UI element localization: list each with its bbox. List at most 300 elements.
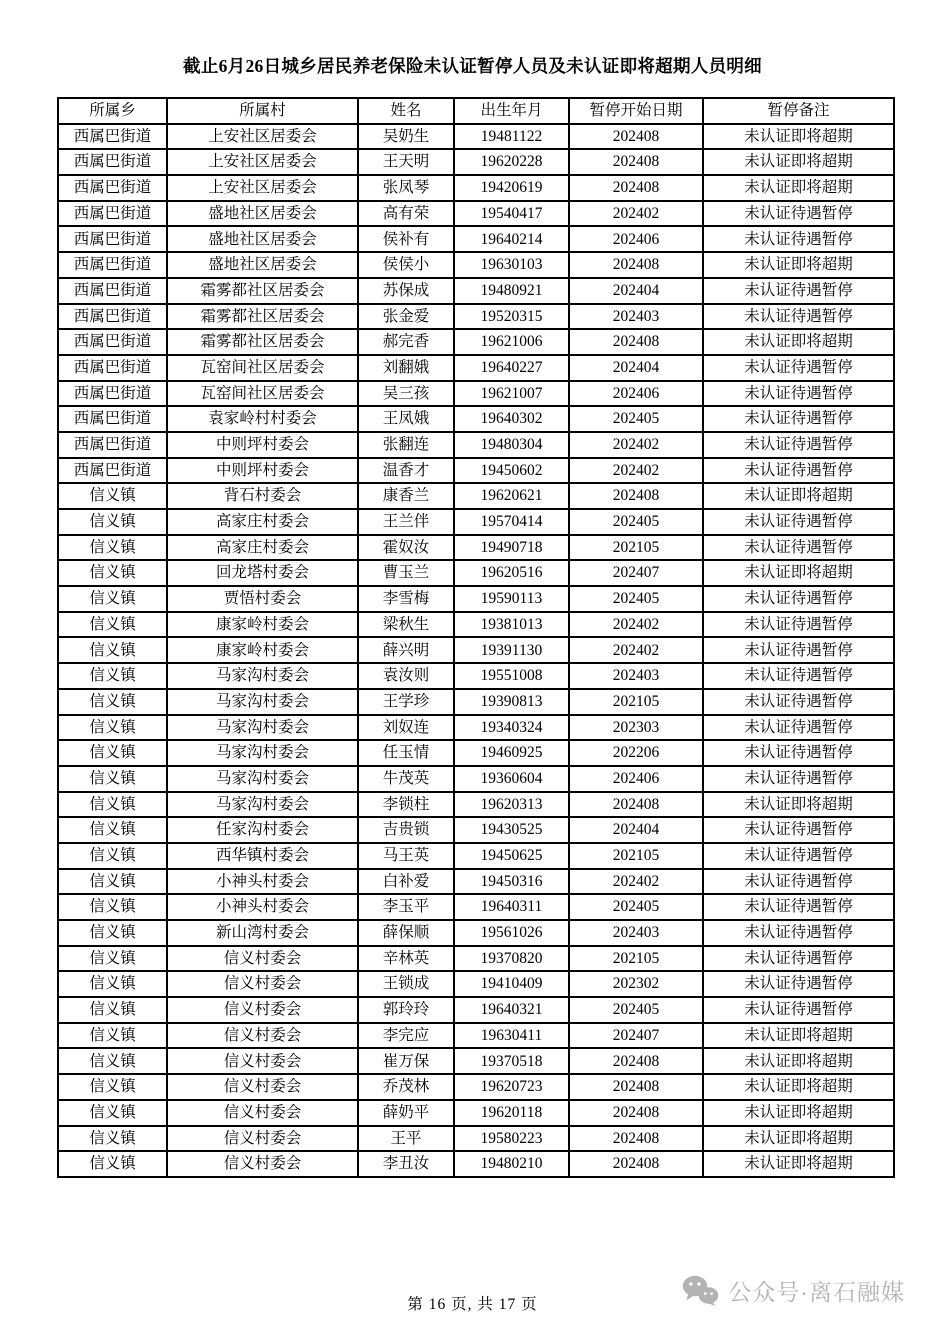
cell-township: 西属巴街道 [58, 201, 167, 227]
cell-name: 梁秋生 [358, 612, 454, 638]
cell-township: 信义镇 [58, 971, 167, 997]
cell-birth_date: 19621006 [454, 329, 569, 355]
cell-suspend_start: 202407 [569, 1023, 703, 1049]
cell-suspend_start: 202408 [569, 149, 703, 175]
cell-birth_date: 19480210 [454, 1151, 569, 1177]
cell-township: 信义镇 [58, 792, 167, 818]
cell-name: 崔万保 [358, 1048, 454, 1074]
cell-name: 侯补有 [358, 226, 454, 252]
cell-remark: 未认证即将超期 [703, 1074, 894, 1100]
cell-remark: 未认证即将超期 [703, 124, 894, 150]
table-row [58, 663, 894, 689]
cell-name: 郝完香 [358, 329, 454, 355]
table-row [58, 483, 894, 509]
table-row [58, 715, 894, 741]
cell-village: 小神头村委会 [167, 894, 358, 920]
table-row [58, 1023, 894, 1049]
page-title: 截止6月26日城乡居民养老保险未认证暂停人员及未认证即将超期人员明细 [183, 56, 762, 76]
cell-township: 西属巴街道 [58, 149, 167, 175]
cell-village: 盛地社区居委会 [167, 252, 358, 278]
table-row [58, 278, 894, 304]
table-row [58, 869, 894, 895]
cell-village: 马家沟村委会 [167, 663, 358, 689]
cell-village: 信义村委会 [167, 1048, 358, 1074]
cell-birth_date: 19640321 [454, 997, 569, 1023]
cell-name: 薛保顺 [358, 920, 454, 946]
cell-township: 西属巴街道 [58, 381, 167, 407]
column-header-birth_date: 出生年月 [454, 98, 569, 124]
cell-remark: 未认证即将超期 [703, 792, 894, 818]
cell-suspend_start: 202403 [569, 920, 703, 946]
watermark [682, 1274, 905, 1307]
cell-remark: 未认证待遇暂停 [703, 458, 894, 484]
cell-suspend_start: 202402 [569, 432, 703, 458]
watermark-text: 公众号·离石融媒 [728, 1279, 905, 1305]
cell-name: 薛兴明 [358, 637, 454, 663]
cell-remark: 未认证待遇暂停 [703, 971, 894, 997]
table-row [58, 689, 894, 715]
cell-birth_date: 19561026 [454, 920, 569, 946]
cell-birth_date: 19620313 [454, 792, 569, 818]
table-row [58, 509, 894, 535]
table-row [58, 766, 894, 792]
cell-village: 康家岭村委会 [167, 612, 358, 638]
table-row [58, 124, 894, 150]
cell-name: 乔茂林 [358, 1074, 454, 1100]
table-row [58, 740, 894, 766]
cell-remark: 未认证待遇暂停 [703, 869, 894, 895]
cell-name: 苏保成 [358, 278, 454, 304]
cell-village: 马家沟村委会 [167, 740, 358, 766]
cell-name: 李丑汝 [358, 1151, 454, 1177]
cell-township: 西属巴街道 [58, 124, 167, 150]
cell-remark: 未认证即将超期 [703, 329, 894, 355]
cell-name: 王凤娥 [358, 406, 454, 432]
cell-township: 西属巴街道 [58, 175, 167, 201]
cell-remark: 未认证即将超期 [703, 1023, 894, 1049]
cell-suspend_start: 202408 [569, 1074, 703, 1100]
cell-village: 袁家岭村村委会 [167, 406, 358, 432]
cell-name: 郭玲玲 [358, 997, 454, 1023]
cell-village: 高家庄村委会 [167, 535, 358, 561]
cell-birth_date: 19450625 [454, 843, 569, 869]
cell-remark: 未认证待遇暂停 [703, 997, 894, 1023]
cell-birth_date: 19460925 [454, 740, 569, 766]
table-row [58, 201, 894, 227]
cell-remark: 未认证待遇暂停 [703, 432, 894, 458]
cell-birth_date: 19490718 [454, 535, 569, 561]
cell-birth_date: 19481122 [454, 124, 569, 150]
table-row [58, 149, 894, 175]
cell-village: 盛地社区居委会 [167, 201, 358, 227]
column-header-name: 姓名 [358, 98, 454, 124]
cell-remark: 未认证待遇暂停 [703, 766, 894, 792]
cell-township: 信义镇 [58, 1023, 167, 1049]
column-header-suspend_start: 暂停开始日期 [569, 98, 703, 124]
cell-birth_date: 19381013 [454, 612, 569, 638]
cell-township: 信义镇 [58, 817, 167, 843]
cell-name: 任玉情 [358, 740, 454, 766]
cell-township: 西属巴街道 [58, 304, 167, 330]
cell-township: 西属巴街道 [58, 329, 167, 355]
cell-suspend_start: 202402 [569, 612, 703, 638]
table-row [58, 1151, 894, 1177]
cell-birth_date: 19620228 [454, 149, 569, 175]
cell-village: 马家沟村委会 [167, 792, 358, 818]
cell-birth_date: 19630103 [454, 252, 569, 278]
cell-village: 瓦窑间社区居委会 [167, 355, 358, 381]
cell-suspend_start: 202405 [569, 586, 703, 612]
cell-village: 信义村委会 [167, 1074, 358, 1100]
cell-birth_date: 19450602 [454, 458, 569, 484]
cell-suspend_start: 202404 [569, 817, 703, 843]
cell-village: 上安社区居委会 [167, 175, 358, 201]
cell-suspend_start: 202405 [569, 406, 703, 432]
cell-suspend_start: 202402 [569, 201, 703, 227]
cell-remark: 未认证即将超期 [703, 483, 894, 509]
cell-remark: 未认证待遇暂停 [703, 355, 894, 381]
cell-birth_date: 19340324 [454, 715, 569, 741]
cell-township: 信义镇 [58, 920, 167, 946]
cell-village: 信义村委会 [167, 1100, 358, 1126]
cell-name: 白补爱 [358, 869, 454, 895]
cell-township: 信义镇 [58, 663, 167, 689]
cell-remark: 未认证待遇暂停 [703, 689, 894, 715]
cell-village: 马家沟村委会 [167, 689, 358, 715]
cell-suspend_start: 202105 [569, 946, 703, 972]
cell-township: 信义镇 [58, 1151, 167, 1177]
cell-birth_date: 19390813 [454, 689, 569, 715]
table-row [58, 252, 894, 278]
table-row [58, 1048, 894, 1074]
cell-township: 西属巴街道 [58, 278, 167, 304]
cell-suspend_start: 202402 [569, 458, 703, 484]
column-header-township: 所属乡 [58, 98, 167, 124]
cell-suspend_start: 202406 [569, 226, 703, 252]
table-row [58, 894, 894, 920]
cell-township: 信义镇 [58, 997, 167, 1023]
cell-name: 张凤琴 [358, 175, 454, 201]
cell-township: 信义镇 [58, 715, 167, 741]
cell-township: 西属巴街道 [58, 406, 167, 432]
cell-village: 信义村委会 [167, 1023, 358, 1049]
cell-township: 信义镇 [58, 894, 167, 920]
table-row [58, 612, 894, 638]
cell-village: 中则坪村委会 [167, 458, 358, 484]
cell-village: 信义村委会 [167, 971, 358, 997]
cell-name: 辛林英 [358, 946, 454, 972]
cell-birth_date: 19620516 [454, 560, 569, 586]
table-row [58, 458, 894, 484]
cell-name: 霍奴汝 [358, 535, 454, 561]
table-row [58, 381, 894, 407]
cell-name: 高有荣 [358, 201, 454, 227]
table-row [58, 329, 894, 355]
cell-township: 信义镇 [58, 560, 167, 586]
table-row [58, 535, 894, 561]
cell-remark: 未认证待遇暂停 [703, 535, 894, 561]
cell-birth_date: 19370518 [454, 1048, 569, 1074]
cell-remark: 未认证即将超期 [703, 560, 894, 586]
cell-village: 背石村委会 [167, 483, 358, 509]
cell-suspend_start: 202105 [569, 535, 703, 561]
cell-village: 盛地社区居委会 [167, 226, 358, 252]
cell-township: 信义镇 [58, 946, 167, 972]
cell-name: 王天明 [358, 149, 454, 175]
cell-name: 吴奶生 [358, 124, 454, 150]
cell-name: 李锁柱 [358, 792, 454, 818]
cell-remark: 未认证待遇暂停 [703, 304, 894, 330]
cell-name: 王锁成 [358, 971, 454, 997]
cell-township: 西属巴街道 [58, 252, 167, 278]
table-row [58, 792, 894, 818]
cell-remark: 未认证待遇暂停 [703, 946, 894, 972]
cell-suspend_start: 202408 [569, 175, 703, 201]
cell-remark: 未认证待遇暂停 [703, 817, 894, 843]
cell-name: 张金爱 [358, 304, 454, 330]
cell-suspend_start: 202407 [569, 560, 703, 586]
cell-remark: 未认证待遇暂停 [703, 637, 894, 663]
cell-birth_date: 19590113 [454, 586, 569, 612]
table-row [58, 586, 894, 612]
table-row [58, 406, 894, 432]
cell-birth_date: 19620723 [454, 1074, 569, 1100]
table-row [58, 304, 894, 330]
cell-suspend_start: 202408 [569, 252, 703, 278]
cell-township: 信义镇 [58, 843, 167, 869]
cell-suspend_start: 202403 [569, 304, 703, 330]
cell-village: 新山湾村委会 [167, 920, 358, 946]
cell-name: 吉贵锁 [358, 817, 454, 843]
table-body [58, 124, 894, 1177]
cell-village: 康家岭村委会 [167, 637, 358, 663]
cell-suspend_start: 202408 [569, 1100, 703, 1126]
column-header-village: 所属村 [167, 98, 358, 124]
cell-remark: 未认证待遇暂停 [703, 509, 894, 535]
cell-name: 牛茂英 [358, 766, 454, 792]
cell-village: 霜雾都社区居委会 [167, 304, 358, 330]
cell-village: 信义村委会 [167, 946, 358, 972]
cell-village: 信义村委会 [167, 1151, 358, 1177]
cell-suspend_start: 202105 [569, 689, 703, 715]
table-row [58, 175, 894, 201]
cell-suspend_start: 202405 [569, 894, 703, 920]
cell-name: 侯侯小 [358, 252, 454, 278]
cell-suspend_start: 202402 [569, 637, 703, 663]
cell-remark: 未认证待遇暂停 [703, 278, 894, 304]
cell-birth_date: 19430525 [454, 817, 569, 843]
cell-birth_date: 19360604 [454, 766, 569, 792]
table-row [58, 920, 894, 946]
cell-suspend_start: 202406 [569, 766, 703, 792]
table-row [58, 432, 894, 458]
cell-birth_date: 19370820 [454, 946, 569, 972]
cell-birth_date: 19480921 [454, 278, 569, 304]
cell-remark: 未认证待遇暂停 [703, 663, 894, 689]
cell-suspend_start: 202408 [569, 483, 703, 509]
table-row [58, 226, 894, 252]
cell-village: 信义村委会 [167, 1126, 358, 1152]
cell-name: 康香兰 [358, 483, 454, 509]
cell-suspend_start: 202408 [569, 1151, 703, 1177]
cell-name: 曹玉兰 [358, 560, 454, 586]
cell-remark: 未认证待遇暂停 [703, 381, 894, 407]
cell-name: 袁汝则 [358, 663, 454, 689]
table-row [58, 817, 894, 843]
cell-name: 吴三孩 [358, 381, 454, 407]
cell-remark: 未认证待遇暂停 [703, 740, 894, 766]
cell-township: 西属巴街道 [58, 226, 167, 252]
cell-suspend_start: 202405 [569, 509, 703, 535]
cell-birth_date: 19640302 [454, 406, 569, 432]
table-row [58, 560, 894, 586]
cell-birth_date: 19540417 [454, 201, 569, 227]
table-row [58, 997, 894, 1023]
cell-remark: 未认证待遇暂停 [703, 226, 894, 252]
cell-remark: 未认证即将超期 [703, 1126, 894, 1152]
cell-suspend_start: 202404 [569, 355, 703, 381]
cell-name: 李雪梅 [358, 586, 454, 612]
cell-birth_date: 19640227 [454, 355, 569, 381]
cell-township: 信义镇 [58, 586, 167, 612]
cell-remark: 未认证待遇暂停 [703, 406, 894, 432]
cell-township: 信义镇 [58, 1048, 167, 1074]
cell-birth_date: 19620118 [454, 1100, 569, 1126]
cell-village: 高家庄村委会 [167, 509, 358, 535]
cell-name: 李玉平 [358, 894, 454, 920]
cell-remark: 未认证即将超期 [703, 1048, 894, 1074]
cell-village: 回龙塔村委会 [167, 560, 358, 586]
cell-township: 西属巴街道 [58, 458, 167, 484]
cell-township: 信义镇 [58, 689, 167, 715]
cell-township: 信义镇 [58, 869, 167, 895]
cell-village: 上安社区居委会 [167, 124, 358, 150]
wechat-icon [682, 1275, 719, 1306]
cell-name: 薛奶平 [358, 1100, 454, 1126]
cell-township: 信义镇 [58, 637, 167, 663]
table-row [58, 1126, 894, 1152]
cell-suspend_start: 202408 [569, 124, 703, 150]
cell-birth_date: 19551008 [454, 663, 569, 689]
cell-township: 信义镇 [58, 766, 167, 792]
cell-name: 王平 [358, 1126, 454, 1152]
table-row [58, 1100, 894, 1126]
cell-township: 信义镇 [58, 535, 167, 561]
cell-name: 马王英 [358, 843, 454, 869]
cell-village: 霜雾都社区居委会 [167, 278, 358, 304]
cell-birth_date: 19420619 [454, 175, 569, 201]
cell-village: 霜雾都社区居委会 [167, 329, 358, 355]
cell-suspend_start: 202408 [569, 1048, 703, 1074]
cell-suspend_start: 202303 [569, 715, 703, 741]
table-row [58, 946, 894, 972]
cell-suspend_start: 202206 [569, 740, 703, 766]
cell-birth_date: 19640311 [454, 894, 569, 920]
cell-village: 马家沟村委会 [167, 715, 358, 741]
cell-birth_date: 19410409 [454, 971, 569, 997]
cell-remark: 未认证即将超期 [703, 1100, 894, 1126]
cell-suspend_start: 202405 [569, 997, 703, 1023]
cell-suspend_start: 202403 [569, 663, 703, 689]
cell-name: 刘翻娥 [358, 355, 454, 381]
column-header-remark: 暂停备注 [703, 98, 894, 124]
cell-village: 贾悟村委会 [167, 586, 358, 612]
cell-remark: 未认证即将超期 [703, 1151, 894, 1177]
cell-remark: 未认证待遇暂停 [703, 201, 894, 227]
cell-suspend_start: 202402 [569, 869, 703, 895]
cell-suspend_start: 202404 [569, 278, 703, 304]
cell-birth_date: 19520315 [454, 304, 569, 330]
cell-township: 信义镇 [58, 1126, 167, 1152]
cell-township: 西属巴街道 [58, 432, 167, 458]
cell-village: 信义村委会 [167, 997, 358, 1023]
cell-birth_date: 19580223 [454, 1126, 569, 1152]
cell-village: 小神头村委会 [167, 869, 358, 895]
cell-village: 中则坪村委会 [167, 432, 358, 458]
cell-name: 张翻连 [358, 432, 454, 458]
cell-suspend_start: 202406 [569, 381, 703, 407]
cell-village: 瓦窑间社区居委会 [167, 381, 358, 407]
table-row [58, 355, 894, 381]
cell-remark: 未认证即将超期 [703, 252, 894, 278]
table-row [58, 637, 894, 663]
cell-township: 信义镇 [58, 1100, 167, 1126]
pension-suspension-table [57, 97, 895, 1178]
table-row [58, 1074, 894, 1100]
cell-birth_date: 19621007 [454, 381, 569, 407]
cell-birth_date: 19480304 [454, 432, 569, 458]
cell-remark: 未认证待遇暂停 [703, 715, 894, 741]
cell-remark: 未认证即将超期 [703, 175, 894, 201]
cell-suspend_start: 202408 [569, 792, 703, 818]
cell-village: 马家沟村委会 [167, 766, 358, 792]
cell-township: 信义镇 [58, 740, 167, 766]
cell-township: 信义镇 [58, 1074, 167, 1100]
cell-village: 西华镇村委会 [167, 843, 358, 869]
cell-village: 任家沟村委会 [167, 817, 358, 843]
table-row [58, 843, 894, 869]
cell-remark: 未认证待遇暂停 [703, 586, 894, 612]
cell-birth_date: 19450316 [454, 869, 569, 895]
cell-remark: 未认证待遇暂停 [703, 894, 894, 920]
cell-name: 李完应 [358, 1023, 454, 1049]
cell-township: 西属巴街道 [58, 355, 167, 381]
cell-birth_date: 19630411 [454, 1023, 569, 1049]
cell-suspend_start: 202105 [569, 843, 703, 869]
cell-name: 王兰伴 [358, 509, 454, 535]
table-row [58, 971, 894, 997]
cell-remark: 未认证即将超期 [703, 149, 894, 175]
cell-name: 王学珍 [358, 689, 454, 715]
cell-remark: 未认证待遇暂停 [703, 843, 894, 869]
cell-township: 信义镇 [58, 509, 167, 535]
cell-remark: 未认证待遇暂停 [703, 612, 894, 638]
cell-birth_date: 19391130 [454, 637, 569, 663]
cell-suspend_start: 202302 [569, 971, 703, 997]
cell-township: 信义镇 [58, 483, 167, 509]
cell-remark: 未认证待遇暂停 [703, 920, 894, 946]
cell-birth_date: 19620621 [454, 483, 569, 509]
cell-village: 上安社区居委会 [167, 149, 358, 175]
page-indicator: 第 16 页, 共 17 页 [407, 1296, 538, 1313]
cell-birth_date: 19570414 [454, 509, 569, 535]
cell-name: 温香才 [358, 458, 454, 484]
header-row [58, 98, 894, 124]
cell-suspend_start: 202408 [569, 329, 703, 355]
cell-birth_date: 19640214 [454, 226, 569, 252]
cell-township: 信义镇 [58, 612, 167, 638]
cell-suspend_start: 202408 [569, 1126, 703, 1152]
